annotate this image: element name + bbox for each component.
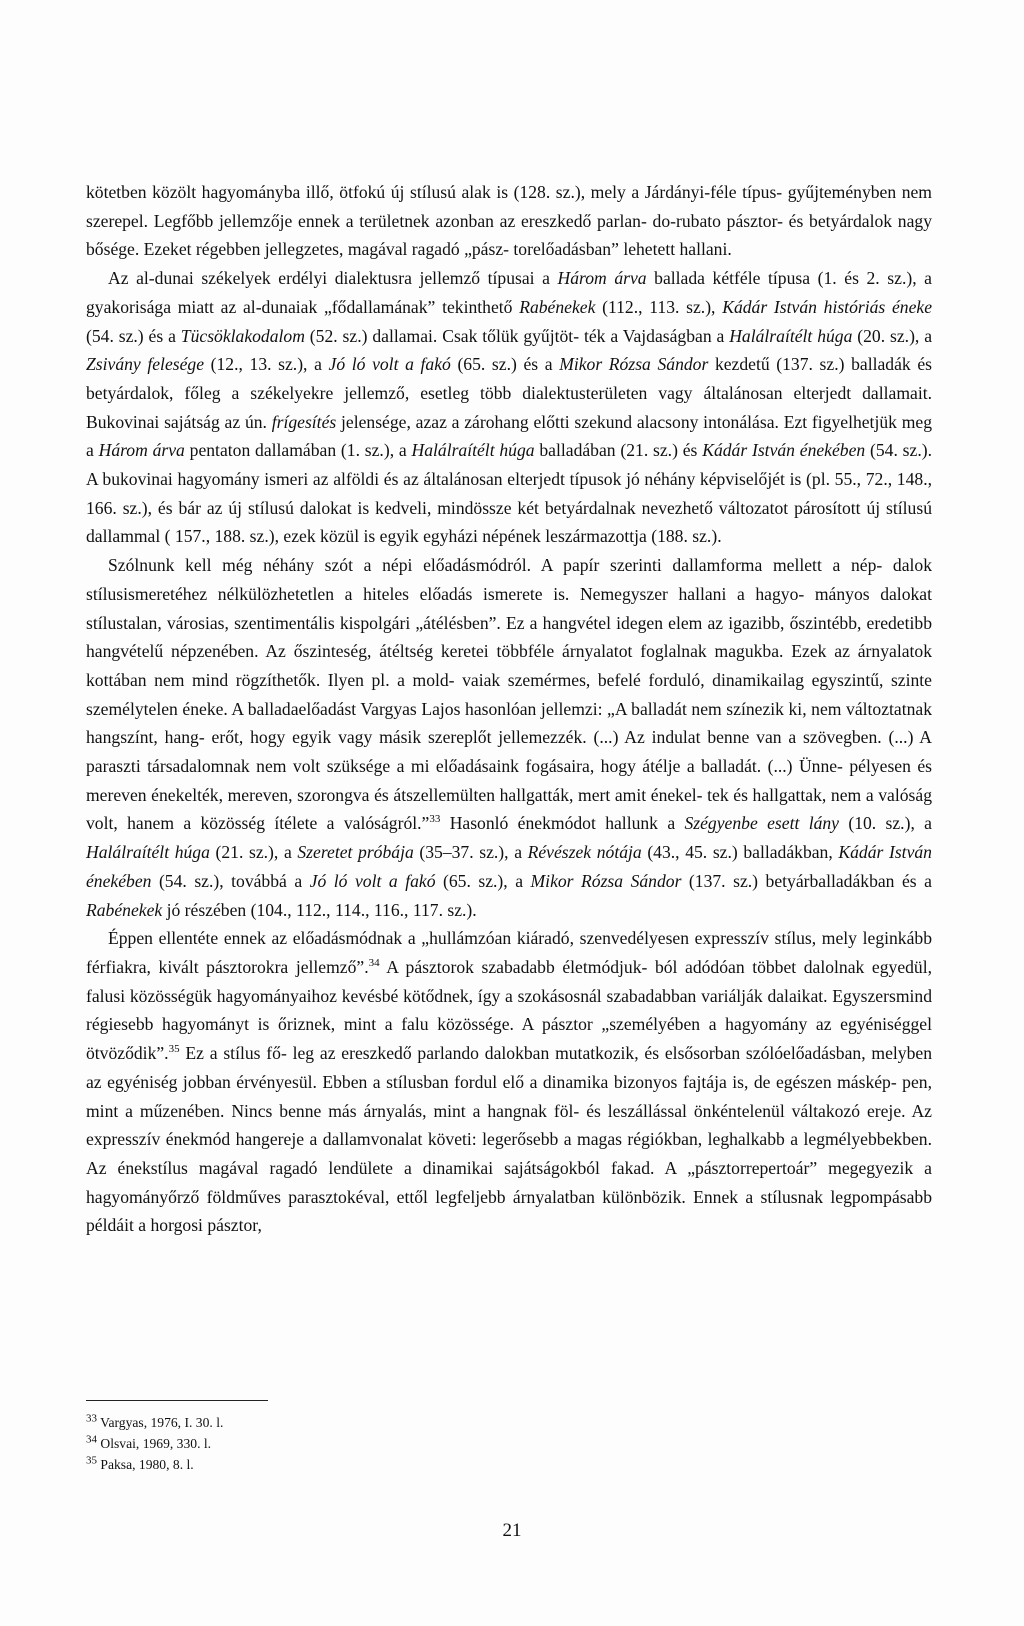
footnote-number: 33 — [86, 1412, 97, 1425]
italic-title: Rabénekek — [519, 296, 596, 317]
text-run: A pásztorok szabadabb életmódjuk- ból adódóan többet dalolnak egyedül, falusi közösségük hagyományaihoz kevésbé kötődnek, így a szokásosnál szabadabban variálják dalaikat. Egyszersmind régiesebb hagyományt is őriznek, mint a falu közössége. A pásztor „személyében a hagyomány az egyéniséggel ötvöződik”. — [86, 956, 933, 1064]
text-run: (65. sz.), a — [435, 870, 531, 891]
italic-title: Halálraítélt húga — [729, 325, 853, 346]
text-run: jó részében (104., 112., 114., 116., 117. sz.). — [162, 899, 477, 920]
italic-title: Mikor Rózsa Sándor — [530, 870, 682, 891]
text-run: Hasonló énekmódot hallunk a — [440, 813, 685, 834]
italic-title: Jó ló volt a fakó — [328, 354, 451, 375]
footnote-34 — [86, 1433, 223, 1454]
paragraph-4 — [86, 924, 932, 1240]
text-run: (112., 113. sz.), — [595, 296, 723, 317]
text-run: (21. sz.), a — [209, 842, 298, 863]
italic-title: Halálraítélt húga — [411, 440, 535, 461]
italic-title: Tücsöklakodalom — [180, 325, 305, 346]
italic-title: Három árva — [557, 268, 647, 289]
text-run: (54. sz.) és a — [86, 325, 181, 346]
italic-title: Három árva — [98, 440, 185, 461]
text-run: (12., 13. sz.), a — [204, 354, 329, 375]
italic-title: Kádár István énekében — [86, 842, 932, 891]
footnote-35 — [86, 1454, 223, 1475]
footnote-33 — [86, 1412, 223, 1433]
italic-title: Zsivány felesége — [86, 354, 205, 375]
italic-title: Kádár István énekében — [702, 440, 866, 461]
text-run: (52. sz.) dallamai. Csak tőlük gyűjtöt- ték a Vajdaságban a — [304, 325, 730, 346]
text-run: (20. sz.), a — [852, 325, 933, 346]
text-run: ballada kétféle típusa (1. és 2. sz.), a gyakorisága miatt az al-dunaiak „fődallamának” tekinthető — [86, 268, 932, 317]
text-run: Ez a stílus fő- leg az ereszkedő parlando dalokban mutatkozik, és elsősorban szólóelőadásban, melyben az egyéniség jobban érvényesül. Ebben a stílusban fordul elő a dinamika bizonyos fajtája is, de egészen máskép- pen, mint a műzenében. Nincs benne más árnyalás, mint a hangnak föl- és leszállással önkéntelenül váltakozó ereje. Az expresszív énekmód hangereje a dallamvonalat követi: legerősebb a magas régiókban, leghalkabb a legmélyebbekben. Az énekstílus magával ragadó lendülete a dinamikai sajátságokból fakad. A „pásztorrepertoár” megegyezik a hagyományőrző földműves parasztokéval, ettől legfeljebb árnyalatban különbözik. Ennek a stílusnak legpompásabb példáit a horgosi pásztor, — [86, 1043, 932, 1236]
italic-title: Mikor Rózsa Sándor — [559, 354, 709, 375]
footnote-text: Olsvai, 1969, 330. l. — [100, 1436, 212, 1451]
text-run: (35–37. sz.), a — [413, 842, 528, 863]
footnotes — [86, 1412, 223, 1475]
footnote-text: Paksa, 1980, 8. l. — [100, 1457, 194, 1472]
text-run: (65. sz.) és a — [450, 354, 560, 375]
text-run: (137. sz.) betyárballadákban és a — [681, 870, 932, 891]
footnote-ref[interactable]: 33 — [429, 813, 441, 826]
italic-title: Szégyenbe esett lány — [684, 813, 839, 834]
italic-term: frígesítés — [271, 411, 337, 432]
footnote-number: 34 — [86, 1433, 97, 1446]
text-run: Az al-dunai székelyek erdélyi dialektusra jellemző típusai a — [108, 268, 558, 289]
page-number: 21 — [502, 1520, 522, 1541]
italic-title: Révészek nótája — [527, 842, 642, 863]
paragraph-2 — [86, 264, 932, 551]
paragraph-3 — [86, 551, 932, 924]
text-run: jelensége, azaz a zárohang előtti szekund alacsony intonálása. Ezt figyelhetjük meg a — [86, 411, 932, 461]
footnote-ref[interactable]: 35 — [168, 1043, 180, 1056]
text-run: Szólnunk kell még néhány szót a népi előadásmódról. A papír szerinti dallamforma mellett a nép- dalok stílusismeretéhez nélkülözhetetlen a hiteles előadás ismerete is. Nemegyszer hallani a hagyo- mányos dalokat stílustalan, városias, szentimentális kispolgári „átélésben”. Ez a hangvétel idegen elem az igazibb, őszintébb, eredetibb hangvételű népzenében. Az őszinteség, átéltség keretei többféle árnyalatot foglalnak magukba. Ezek az árnyalatok kottában nem mind rögzíthetők. Ilyen pl. a mold- vaiak szemérmes, befelé forduló, dinamikailag egyszintű, szinte személytelen éneke. A balladaelőadást Vargyas Lajos hasonlóan jellemzi: „A balladát nem színezik ki, nem változtatnak hangszínt, hang- erőt, hogy egyik vagy másik szereplőt jellemezzék. (...) Az indulat benne van a szövegben. (...) A paraszti társadalomnak nem volt szüksége a mi előadásaink fogásaira, hogy átélje a balladát. (...) Ünne- pélyesen és mereven énekelték, mereven, szorongva és átszellemülten hallgatták, mert amit énekel- tek és hallgattak, nem a valóság volt, hanem a közösség ítélete a valóságról.” — [86, 555, 932, 834]
text-run: (43., 45. sz.) balladákban, — [641, 842, 839, 863]
italic-title: Halálraítélt húga — [86, 842, 210, 863]
italic-title: Kádár István históriás éneke — [722, 296, 933, 317]
text-run: (54. sz.), továbbá a — [151, 870, 310, 891]
text-run: balladában (21. sz.) és — [534, 440, 703, 461]
footnote-divider — [86, 1400, 268, 1401]
footnote-text: Vargyas, 1976, I. 30. l. — [100, 1415, 224, 1430]
footnote-number: 35 — [86, 1454, 97, 1467]
text-run: kezdetű (137. sz.) balladák és betyárdalok, főleg a székelyekre jellemző, esetleg több dialektusterületen vagy általánosan elterjedt dallamait. Bukovinai sajátság az ún. — [86, 354, 932, 432]
italic-title: Szeretet próbája — [297, 842, 414, 863]
text-run: kötetben közölt hagyományba illő, ötfokú új stílusú alak is (128. sz.), mely a Járdányi-féle típus- gyűjteményben nem szerepel. Legfőbb jellemzője ennek a területnek azonban az ereszkedő parlan- do-rubato pásztor- és betyárdalok nagy bősége. Ezeket régebben jellegzetes, magával ragadó „pász- torelőadásban” lehetett hallani. — [86, 182, 932, 260]
paragraph-1 — [86, 178, 932, 264]
footnote-ref[interactable]: 34 — [368, 957, 380, 970]
text-run: (54. sz.). A bukovinai hagyomány ismeri az alföldi és az általánosan elterjedt típusok jó néhány képviselőjét is (pl. 55., 72., 148., 166. sz.), és bár az új stílusú dalokat is kedveli, mindössze két betyárdalnak nevezhető változatot párosított új stílusú dallammal ( 157., 188. sz.), ezek közül is egyik egyházi népének leszármazottja (188. sz.). — [86, 440, 932, 547]
italic-title: Rabénekek — [86, 899, 163, 920]
text-run: Éppen ellentéte ennek az előadásmódnak a „hullámzóan kiáradó, szenvedélyesen expresszív stílus, mely leginkább férfiakra, kivált pásztorokra jellemző”. — [86, 928, 932, 977]
italic-title: Jó ló volt a fakó — [309, 870, 436, 891]
text-run: (10. sz.), a — [838, 813, 932, 834]
text-run: pentaton dallamában (1. sz.), a — [184, 440, 412, 461]
main-text — [86, 178, 932, 1240]
